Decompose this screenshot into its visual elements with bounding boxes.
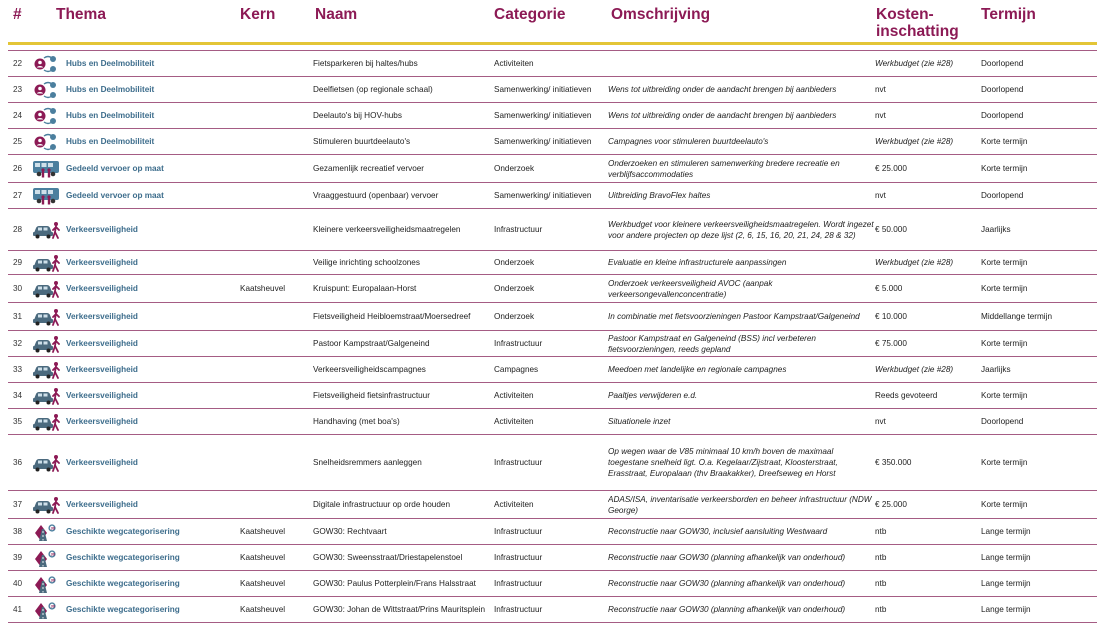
row-naam: Fietsparkeren bij haltes/hubs xyxy=(313,51,494,77)
col-header-kosten xyxy=(875,0,981,44)
row-omschrijving: Reconstructie naar GOW30 (planning afhankelijk van onderhoud) xyxy=(608,545,875,571)
row-categorie: Activiteiten xyxy=(494,383,608,409)
row-kern xyxy=(240,303,313,331)
row-kern xyxy=(240,435,313,491)
row-number: 41 xyxy=(8,597,32,623)
row-naam: Vraaggestuurd (openbaar) vervoer xyxy=(313,183,494,209)
row-omschrijving: Reconstructie naar GOW30, inclusief aansluiting Westwaard xyxy=(608,519,875,545)
thema-label: Verkeersveiligheid xyxy=(66,225,138,234)
row-categorie: Onderzoek xyxy=(494,251,608,275)
row-naam: Stimuleren buurtdeelauto's xyxy=(313,129,494,155)
table-row xyxy=(8,545,1097,571)
row-omschrijving: Reconstructie naar GOW30 (planning afhankelijk van onderhoud) xyxy=(608,571,875,597)
row-kosten: nvt xyxy=(875,103,981,129)
row-categorie: Infrastructuur xyxy=(494,519,608,545)
row-categorie: Activiteiten xyxy=(494,51,608,77)
table-row xyxy=(8,519,1097,545)
thema-cell xyxy=(32,220,240,240)
thema-label: Verkeersveiligheid xyxy=(66,417,138,426)
row-kern xyxy=(240,251,313,275)
thema-cell xyxy=(32,159,240,179)
svg-text:30: 30 xyxy=(50,525,56,531)
table-row xyxy=(8,209,1097,251)
thema-cell xyxy=(32,548,240,568)
thema-label: Verkeersveiligheid xyxy=(66,365,138,374)
row-naam: Verkeersveiligheidscampagnes xyxy=(313,357,494,383)
col-header-num: # xyxy=(8,0,32,44)
row-kern: Kaatsheuvel xyxy=(240,571,313,597)
row-kern xyxy=(240,103,313,129)
row-omschrijving: Wens tot uitbreiding onder de aandacht brengen bij aanbieders xyxy=(608,103,875,129)
row-kosten: € 75.000 xyxy=(875,331,981,357)
row-termijn: Lange termijn xyxy=(981,545,1097,571)
row-termijn: Lange termijn xyxy=(981,571,1097,597)
row-kosten: Werkbudget (zie #28) xyxy=(875,251,981,275)
col-header-kosten-line2: inschatting xyxy=(876,23,959,40)
row-termijn: Doorlopend xyxy=(981,103,1097,129)
traffic-safety-icon xyxy=(32,453,60,473)
svg-text:30: 30 xyxy=(50,603,56,609)
row-number: 37 xyxy=(8,491,32,519)
row-number: 30 xyxy=(8,275,32,303)
row-naam: Kleinere verkeersveiligheidsmaatregelen xyxy=(313,209,494,251)
row-thema xyxy=(32,435,240,491)
row-kern xyxy=(240,409,313,435)
row-categorie: Infrastructuur xyxy=(494,545,608,571)
row-naam: Veilige inrichting schoolzones xyxy=(313,251,494,275)
row-thema xyxy=(32,545,240,571)
thema-label: Verkeersveiligheid xyxy=(66,391,138,400)
row-termijn: Doorlopend xyxy=(981,183,1097,209)
row-naam: GOW30: Sweensstraat/Driestapelenstoel xyxy=(313,545,494,571)
thema-cell xyxy=(32,307,240,327)
row-thema xyxy=(32,331,240,357)
thema-label: Gedeeld vervoer op maat xyxy=(66,191,164,200)
thema-cell xyxy=(32,279,240,299)
row-number: 33 xyxy=(8,357,32,383)
thema-cell xyxy=(32,412,240,432)
row-naam: Digitale infrastructuur op orde houden xyxy=(313,491,494,519)
thema-cell xyxy=(32,453,240,473)
row-naam: GOW30: Paulus Potterplein/Frans Halsstraat xyxy=(313,571,494,597)
row-kosten: Werkbudget (zie #28) xyxy=(875,51,981,77)
row-termijn: Jaarlijks xyxy=(981,209,1097,251)
row-naam: Kruispunt: Europalaan-Horst xyxy=(313,275,494,303)
row-thema xyxy=(32,597,240,623)
row-omschrijving: Uitbreiding BravoFlex haltes xyxy=(608,183,875,209)
thema-label: Verkeersveiligheid xyxy=(66,258,138,267)
row-naam: Handhaving (met boa's) xyxy=(313,409,494,435)
thema-cell xyxy=(32,360,240,380)
row-termijn: Jaarlijks xyxy=(981,357,1097,383)
row-kosten: ntb xyxy=(875,571,981,597)
traffic-safety-icon xyxy=(32,412,60,432)
row-number: 22 xyxy=(8,51,32,77)
row-number: 39 xyxy=(8,545,32,571)
row-number: 27 xyxy=(8,183,32,209)
table-row xyxy=(8,251,1097,275)
row-kern xyxy=(240,331,313,357)
row-naam: Deelfietsen (op regionale schaal) xyxy=(313,77,494,103)
hubs-icon xyxy=(32,106,60,126)
row-thema xyxy=(32,209,240,251)
thema-label: Verkeersveiligheid xyxy=(66,284,138,293)
row-termijn: Doorlopend xyxy=(981,409,1097,435)
row-number: 40 xyxy=(8,571,32,597)
thema-label: Hubs en Deelmobiliteit xyxy=(66,137,155,146)
row-number: 26 xyxy=(8,155,32,183)
header-spacer xyxy=(8,44,1097,51)
thema-cell xyxy=(32,495,240,515)
row-kern xyxy=(240,383,313,409)
col-header-kern: Kern xyxy=(240,0,313,44)
row-kern xyxy=(240,357,313,383)
row-naam: Fietsveiligheid fietsinfrastructuur xyxy=(313,383,494,409)
thema-label: Geschikte wegcategorisering xyxy=(66,553,180,562)
thema-cell xyxy=(32,386,240,406)
row-kosten: ntb xyxy=(875,519,981,545)
row-kern: Kaatsheuvel xyxy=(240,275,313,303)
row-categorie: Infrastructuur xyxy=(494,435,608,491)
thema-label: Hubs en Deelmobiliteit xyxy=(66,59,155,68)
row-kosten: Werkbudget (zie #28) xyxy=(875,129,981,155)
thema-cell xyxy=(32,186,240,206)
row-omschrijving: ADAS/ISA, inventarisatie verkeersborden en beheer infrastructuur (NDW George) xyxy=(608,491,875,519)
thema-cell xyxy=(32,574,240,594)
row-thema xyxy=(32,519,240,545)
traffic-safety-icon xyxy=(32,307,60,327)
row-omschrijving: Situationele inzet xyxy=(608,409,875,435)
traffic-safety-icon xyxy=(32,279,60,299)
row-termijn: Korte termijn xyxy=(981,383,1097,409)
table-row xyxy=(8,129,1097,155)
col-header-termijn: Termijn xyxy=(981,0,1097,44)
row-termijn: Korte termijn xyxy=(981,491,1097,519)
road-category-icon xyxy=(32,548,60,568)
row-categorie: Samenwerking/ initiatieven xyxy=(494,77,608,103)
row-categorie: Samenwerking/ initiatieven xyxy=(494,183,608,209)
row-naam: Pastoor Kampstraat/Galgeneind xyxy=(313,331,494,357)
thema-label: Hubs en Deelmobiliteit xyxy=(66,111,155,120)
row-kosten: nvt xyxy=(875,77,981,103)
row-thema xyxy=(32,155,240,183)
thema-label: Verkeersveiligheid xyxy=(66,500,138,509)
row-kosten: € 25.000 xyxy=(875,155,981,183)
table-row xyxy=(8,275,1097,303)
shared-transport-icon xyxy=(32,186,60,206)
traffic-safety-icon xyxy=(32,386,60,406)
thema-cell xyxy=(32,80,240,100)
thema-cell xyxy=(32,334,240,354)
table-row xyxy=(8,303,1097,331)
table-row xyxy=(8,77,1097,103)
table-row xyxy=(8,51,1097,77)
row-naam: Fietsveiligheid Heibloemstraat/Moersedreef xyxy=(313,303,494,331)
row-categorie: Samenwerking/ initiatieven xyxy=(494,103,608,129)
table-row xyxy=(8,383,1097,409)
row-termijn: Lange termijn xyxy=(981,597,1097,623)
row-thema xyxy=(32,183,240,209)
row-omschrijving: Paaltjes verwijderen e.d. xyxy=(608,383,875,409)
row-omschrijving: Onderzoeken en stimuleren samenwerking bredere recreatie en verblijfsaccommodaties xyxy=(608,155,875,183)
thema-cell xyxy=(32,253,240,273)
row-number: 34 xyxy=(8,383,32,409)
row-kosten: € 350.000 xyxy=(875,435,981,491)
thema-label: Gedeeld vervoer op maat xyxy=(66,164,164,173)
row-categorie: Activiteiten xyxy=(494,491,608,519)
row-kosten: € 10.000 xyxy=(875,303,981,331)
row-number: 31 xyxy=(8,303,32,331)
row-number: 35 xyxy=(8,409,32,435)
table-row xyxy=(8,491,1097,519)
row-termijn: Korte termijn xyxy=(981,275,1097,303)
table-row xyxy=(8,571,1097,597)
hubs-icon xyxy=(32,80,60,100)
shared-transport-icon xyxy=(32,159,60,179)
thema-cell xyxy=(32,132,240,152)
row-naam: Gezamenlijk recreatief vervoer xyxy=(313,155,494,183)
table-row xyxy=(8,357,1097,383)
row-number: 36 xyxy=(8,435,32,491)
row-omschrijving: Campagnes voor stimuleren buurtdeelauto's xyxy=(608,129,875,155)
row-omschrijving: Pastoor Kampstraat en Galgeneind (BSS) incl verbeteren fietsvoorzieningen, reeds gepland xyxy=(608,331,875,357)
table-row xyxy=(8,155,1097,183)
row-categorie: Onderzoek xyxy=(494,303,608,331)
road-category-icon xyxy=(32,522,60,542)
row-termijn: Korte termijn xyxy=(981,331,1097,357)
row-thema xyxy=(32,129,240,155)
svg-text:30: 30 xyxy=(50,551,56,557)
thema-cell xyxy=(32,522,240,542)
row-kern xyxy=(240,129,313,155)
row-kosten: € 5.000 xyxy=(875,275,981,303)
row-categorie: Activiteiten xyxy=(494,409,608,435)
row-kern: Kaatsheuvel xyxy=(240,545,313,571)
thema-cell xyxy=(32,54,240,74)
row-number: 38 xyxy=(8,519,32,545)
row-omschrijving: Reconstructie naar GOW30 (planning afhankelijk van onderhoud) xyxy=(608,597,875,623)
row-naam: Deelauto's bij HOV-hubs xyxy=(313,103,494,129)
col-header-kosten-line1: Kosten- xyxy=(876,6,934,23)
row-kern: Kaatsheuvel xyxy=(240,519,313,545)
traffic-safety-icon xyxy=(32,253,60,273)
row-categorie: Campagnes xyxy=(494,357,608,383)
table-row xyxy=(8,103,1097,129)
traffic-safety-icon xyxy=(32,334,60,354)
row-thema xyxy=(32,303,240,331)
thema-label: Verkeersveiligheid xyxy=(66,458,138,467)
traffic-safety-icon xyxy=(32,495,60,515)
row-termijn: Middellange termijn xyxy=(981,303,1097,331)
row-kern: Kaatsheuvel xyxy=(240,597,313,623)
traffic-safety-icon xyxy=(32,220,60,240)
table-row xyxy=(8,597,1097,623)
row-thema xyxy=(32,383,240,409)
row-thema xyxy=(32,409,240,435)
table-row xyxy=(8,409,1097,435)
row-number: 28 xyxy=(8,209,32,251)
row-kosten: nvt xyxy=(875,183,981,209)
row-omschrijving: In combinatie met fietsvoorzieningen Pastoor Kampstraat/Galgeneind xyxy=(608,303,875,331)
hubs-icon xyxy=(32,132,60,152)
road-category-icon xyxy=(32,600,60,620)
row-kern xyxy=(240,491,313,519)
thema-label: Hubs en Deelmobiliteit xyxy=(66,85,155,94)
row-termijn: Korte termijn xyxy=(981,129,1097,155)
row-omschrijving xyxy=(608,51,875,77)
row-kosten: Werkbudget (zie #28) xyxy=(875,357,981,383)
row-naam: Snelheidsremmers aanleggen xyxy=(313,435,494,491)
row-termijn: Korte termijn xyxy=(981,251,1097,275)
measures-table xyxy=(8,0,1097,623)
row-categorie: Infrastructuur xyxy=(494,571,608,597)
row-thema xyxy=(32,51,240,77)
thema-label: Geschikte wegcategorisering xyxy=(66,605,180,614)
row-omschrijving: Meedoen met landelijke en regionale campagnes xyxy=(608,357,875,383)
row-termijn: Doorlopend xyxy=(981,51,1097,77)
row-kosten: Reeds gevoteerd xyxy=(875,383,981,409)
road-category-icon xyxy=(32,574,60,594)
row-termijn: Doorlopend xyxy=(981,77,1097,103)
row-kosten: € 50.000 xyxy=(875,209,981,251)
row-kern xyxy=(240,51,313,77)
row-omschrijving: Wens tot uitbreiding onder de aandacht brengen bij aanbieders xyxy=(608,77,875,103)
row-thema xyxy=(32,103,240,129)
col-header-categorie: Categorie xyxy=(494,0,608,44)
row-categorie: Infrastructuur xyxy=(494,331,608,357)
row-kosten: € 25.000 xyxy=(875,491,981,519)
row-termijn: Korte termijn xyxy=(981,435,1097,491)
row-kosten: ntb xyxy=(875,597,981,623)
row-number: 29 xyxy=(8,251,32,275)
row-omschrijving: Op wegen waar de V85 minimaal 10 km/h boven de maximaal toegestane snelheid ligt. O.a. Kegelaar/Zijstraat, Kloosterstraat, Erasstraat, Europalaan (thv Braakakker), Dreefseweg en Horst xyxy=(608,435,875,491)
row-categorie: Onderzoek xyxy=(494,275,608,303)
row-thema xyxy=(32,491,240,519)
row-omschrijving: Onderzoek verkeersveiligheid AVOC (aanpak verkeersongevallenconcentratie) xyxy=(608,275,875,303)
col-header-omschrijving: Omschrijving xyxy=(608,0,875,44)
row-naam: GOW30: Rechtvaart xyxy=(313,519,494,545)
row-kern xyxy=(240,77,313,103)
row-categorie: Infrastructuur xyxy=(494,597,608,623)
thema-label: Geschikte wegcategorisering xyxy=(66,527,180,536)
table-row xyxy=(8,435,1097,491)
col-header-thema: Thema xyxy=(32,0,240,44)
row-categorie: Infrastructuur xyxy=(494,209,608,251)
row-omschrijving: Werkbudget voor kleinere verkeersveiligheidsmaatregelen. Wordt ingezet voor andere projecten op deze lijst (2, 6, 15, 16, 20, 21, 24, 28 & 32) xyxy=(608,209,875,251)
row-number: 24 xyxy=(8,103,32,129)
row-kosten: ntb xyxy=(875,545,981,571)
row-thema xyxy=(32,275,240,303)
svg-text:30: 30 xyxy=(50,577,56,583)
thema-label: Verkeersveiligheid xyxy=(66,339,138,348)
thema-label: Geschikte wegcategorisering xyxy=(66,579,180,588)
hubs-icon xyxy=(32,54,60,74)
table-row xyxy=(8,331,1097,357)
row-categorie: Samenwerking/ initiatieven xyxy=(494,129,608,155)
row-thema xyxy=(32,571,240,597)
row-kern xyxy=(240,183,313,209)
row-thema xyxy=(32,357,240,383)
table-row xyxy=(8,183,1097,209)
row-naam: GOW30: Johan de Wittstraat/Prins Mauritsplein xyxy=(313,597,494,623)
row-termijn: Korte termijn xyxy=(981,155,1097,183)
row-kern xyxy=(240,155,313,183)
row-number: 23 xyxy=(8,77,32,103)
traffic-safety-icon xyxy=(32,360,60,380)
row-kern xyxy=(240,209,313,251)
header-row xyxy=(8,0,1097,44)
row-number: 25 xyxy=(8,129,32,155)
thema-cell xyxy=(32,106,240,126)
thema-cell xyxy=(32,600,240,620)
row-termijn: Lange termijn xyxy=(981,519,1097,545)
row-kosten: nvt xyxy=(875,409,981,435)
row-thema xyxy=(32,77,240,103)
thema-label: Verkeersveiligheid xyxy=(66,312,138,321)
row-thema xyxy=(32,251,240,275)
row-categorie: Onderzoek xyxy=(494,155,608,183)
col-header-naam: Naam xyxy=(313,0,494,44)
row-number: 32 xyxy=(8,331,32,357)
row-omschrijving: Evaluatie en kleine infrastructurele aanpassingen xyxy=(608,251,875,275)
